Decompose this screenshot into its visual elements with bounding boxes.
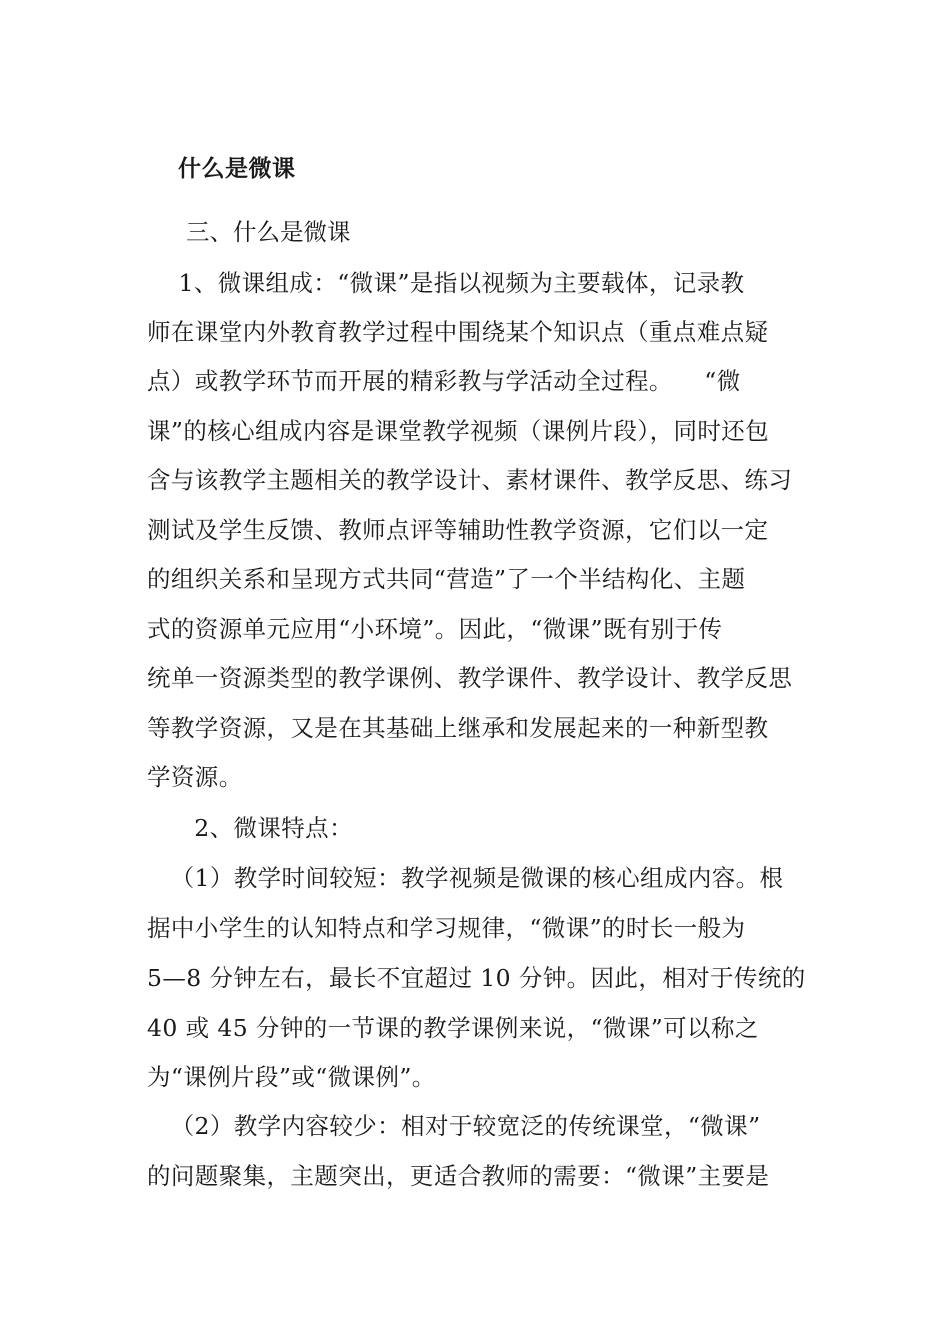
body-line: 式的资源单元应用“小环境”。因此，“微课”既有别于传: [147, 615, 723, 643]
body-line: 师在课堂内外教育教学过程中围绕某个知识点（重点难点疑: [147, 318, 769, 346]
body-line: 课”的核心组成内容是课堂教学视频（课例片段），同时还包: [147, 417, 770, 445]
section-heading: 三、什么是微课: [186, 218, 351, 246]
body-line: 5—8 分钟左右，最长不宜超过 10 分钟。因此，相对于传统的: [147, 964, 806, 992]
body-line: 据中小学生的认知特点和学习规律，“微课”的时长一般为: [147, 914, 746, 942]
body-line: 含与该教学主题相关的教学设计、素材课件、教学反思、练习: [147, 466, 793, 494]
body-line: 2、微课特点：: [147, 814, 353, 842]
body-line: （2）教学内容较少：相对于较宽泛的传统课堂，“微课”: [147, 1112, 761, 1140]
body-line: 统单一资源类型的教学课例、教学课件、教学设计、教学反思: [147, 664, 793, 692]
body-line: 的组织关系和呈现方式共同“营造”了一个半结构化、主题: [147, 565, 746, 593]
body-line: 的问题聚集，主题突出，更适合教师的需要：“微课”主要是: [147, 1162, 770, 1190]
body-line: 1、微课组成：“微课”是指以视频为主要载体，记录教: [147, 269, 745, 297]
body-line: （1）教学时间较短：教学视频是微课的核心组成内容。根: [147, 864, 784, 892]
body-line: 等教学资源，又是在其基础上继承和发展起来的一种新型教: [147, 714, 769, 742]
body-line: 40 或 45 分钟的一节课的教学课例来说，“微课”可以称之: [147, 1014, 759, 1042]
document-title: 什么是微课: [178, 156, 296, 182]
body-line: 为“课例片段”或“微课例”。: [147, 1063, 436, 1091]
body-line: 测试及学生反馈、教师点评等辅助性教学资源，它们以一定: [147, 516, 769, 544]
body-line: 学资源。: [147, 763, 243, 791]
body-line: 点）或教学环节而开展的精彩教与学活动全过程。 “微: [147, 367, 741, 395]
